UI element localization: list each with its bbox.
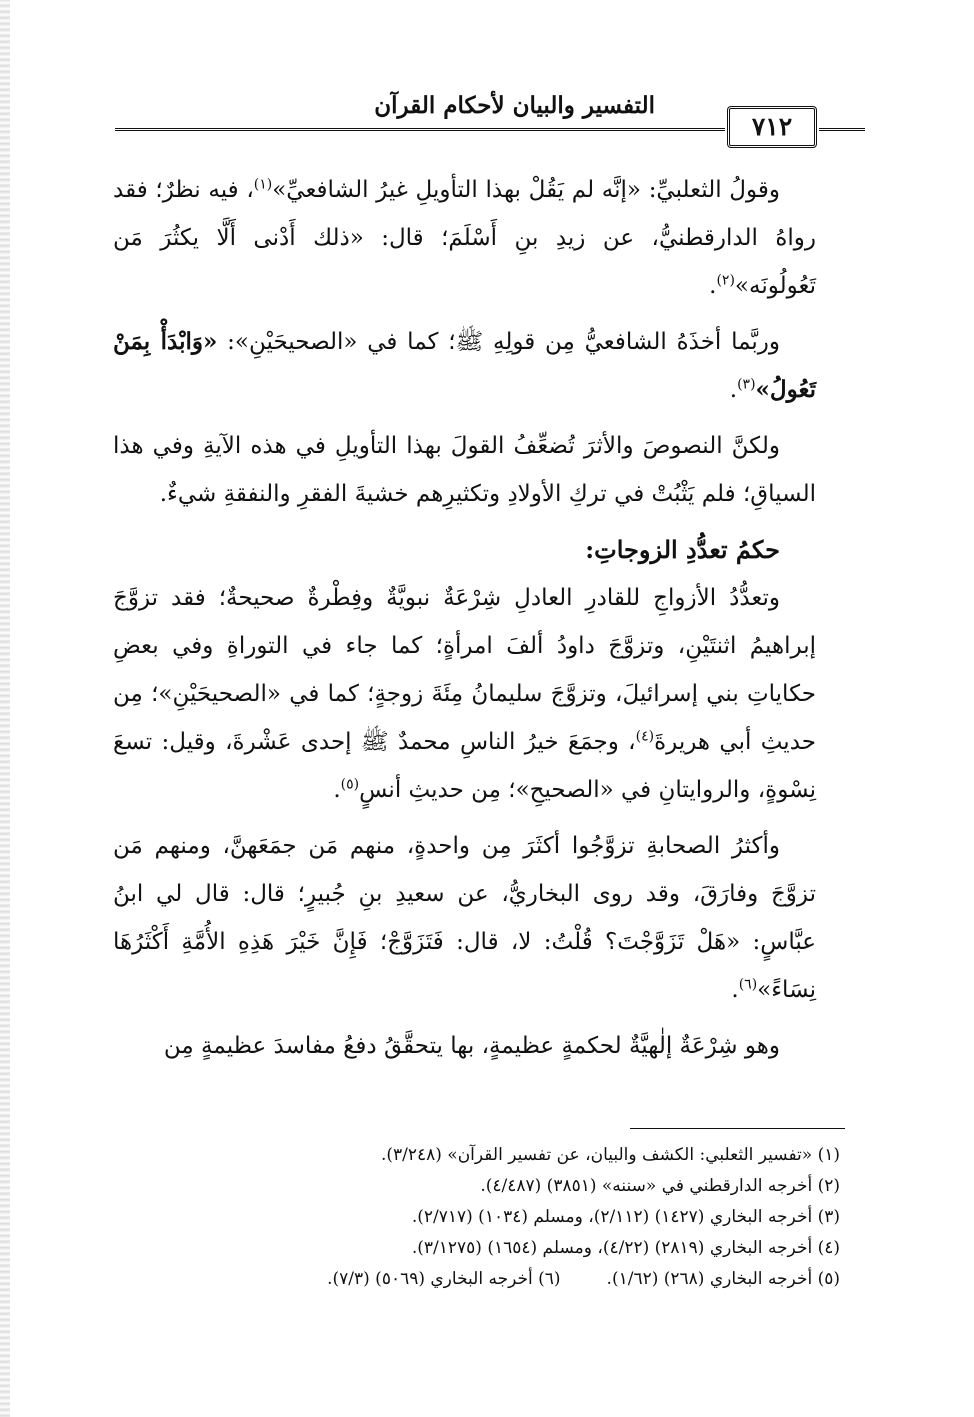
footnote-6: (٦) أخرجه البخاري (٥٠٦٩) (٧/٣).	[327, 1269, 561, 1289]
header-rule	[115, 128, 725, 131]
paragraph-5-text: وأكثرُ الصحابةِ تزوَّجُوا أكثَرَ مِن واحدةٍ، منهم مَن جمَعَهنَّ، ومنهم مَن تزوَّجَ وفارَقَ، وقد روى البخاريُّ، عن سعيدِ بنِ جُبيرٍ؛ قال: قال لي ابنُ عبَّاسٍ: «هَلْ تَزَوَّجْتَ؟ قُلْتُ: لا، قال: فَتَزَوَّجْ؛ فَإِنَّ خَيْرَ هَذِهِ الأُمَّةِ أَكْثَرُهَا نِسَاءً»	[113, 833, 816, 1003]
paragraph-2-text: وربَّما أخذَهُ الشافعيُّ مِن قولِهِ ﷺ؛ كما في «الصحيحَيْنِ»:	[227, 329, 780, 355]
page-header	[115, 88, 865, 156]
paragraph-4-continuation: ، وجمَعَ خيرُ الناسِ محمدٌ ﷺ إحدى عَشْرةَ، وقيل: تسعَ نِسْوةٍ، والروايتانِ في «الصحيحِ»؛ مِن حديثِ أنسٍ	[113, 729, 816, 803]
main-text	[113, 166, 816, 1078]
footnote-5: (٥) أخرجه البخاري (٢٦٨) (١/٦٢).	[606, 1269, 840, 1289]
paragraph-1-text: وقولُ الثعلبيِّ: «إنَّه لم يَقُلْ بهذا التأويلِ غيرُ الشافعيِّ»	[272, 177, 780, 203]
footnote-ref-3: (٣)	[737, 376, 756, 393]
paragraph-1	[113, 166, 816, 310]
footnote-ref-1: (١)	[253, 176, 273, 193]
running-title: التفسير والبيان لأحكام القرآن	[374, 92, 655, 119]
paragraph-3: ولكنَّ النصوصَ والأثرَ تُضعِّفُ القولَ بهذا التأويلِ في هذه الآيةِ وفي هذا السياقِ؛ فلم يَثْبُتْ في تركِ الأولادِ وتكثيرِهم خشيةَ الفقرِ والنفقةِ شيءٌ.	[113, 433, 816, 507]
footnote-ref-5: (٥)	[340, 776, 360, 793]
header-rule-right	[819, 128, 865, 131]
footnote-2: (٢) أخرجه الدارقطني في «سننه» (٣٨٥١) (٤/٤٨٧).	[480, 1176, 840, 1196]
scan-edge	[0, 0, 10, 1417]
paragraph-5	[113, 822, 816, 1014]
paragraph-4-text: وتعدُّدُ الأزواجِ للقادرِ العادلِ شِرْعَةٌ نبويَّةٌ وفِطْرةٌ صحيحةٌ؛ فقد تزوَّجَ إبراهيمُ اثنتَيْنِ، وتزوَّجَ داودُ ألفَ امرأةٍ؛ كما جاء في التوراةِ وفي بعضِ حكاياتِ بني إسرائيلَ، وتزوَّجَ سليمانُ مِئَةَ زوجةٍ؛ كما في «الصحيحَيْنِ»؛ مِن حديثِ أبي هريرةَ	[113, 585, 817, 755]
paragraph-6: وهو شِرْعَةٌ إلٰهيَّةٌ لحكمةٍ عظيمةٍ، بها يتحقَّقُ دفعُ مفاسدَ عظيمةٍ مِن	[163, 1033, 780, 1059]
footnote-1: (١) «تفسير الثعلبي: الكشف والبيان، عن تفسير القرآن» (٣/٢٤٨).	[380, 1145, 840, 1165]
section-heading: حكمُ تعدُّدِ الزوجاتِ:	[585, 535, 780, 564]
footnote-4: (٤) أخرجه البخاري (٢٨١٩) (٤/٢٢)، ومسلم (١٦٥٤) (٣/١٢٧٥).	[411, 1238, 840, 1258]
paragraph-2-end: .	[729, 377, 738, 403]
footnote-row-5-6	[113, 1264, 840, 1295]
paragraph-5-end: .	[731, 977, 739, 1003]
page-number: ٧١٢	[727, 106, 817, 148]
footnote-ref-4: (٤)	[635, 728, 655, 745]
footnote-separator	[630, 1128, 845, 1129]
paragraph-4	[113, 574, 816, 814]
hadith-quote: «وَابْدَأْ بِمَنْ تَعُولُ»	[113, 328, 816, 403]
paragraph-1-continuation: ، فيه نظرٌ؛ فقد رواهُ الدارقطنيُّ، عن زيدِ بنِ أَسْلَمَ؛ قال: «ذلك أَدْنى أَلَّا يكثُرَ مَن تَعُولُونَه»	[113, 177, 816, 299]
paragraph-1-end: .	[709, 273, 717, 299]
footnote-ref-6: (٦)	[738, 976, 758, 993]
footnote-ref-2: (٢)	[716, 272, 735, 289]
footnote-3: (٣) أخرجه البخاري (١٤٢٧) (٢/١١٢)، ومسلم (١٠٣٤) (٢/٧١٧).	[411, 1207, 840, 1227]
paragraph-2	[113, 318, 816, 414]
paragraph-4-end: .	[333, 777, 341, 803]
footnotes	[113, 1140, 840, 1295]
